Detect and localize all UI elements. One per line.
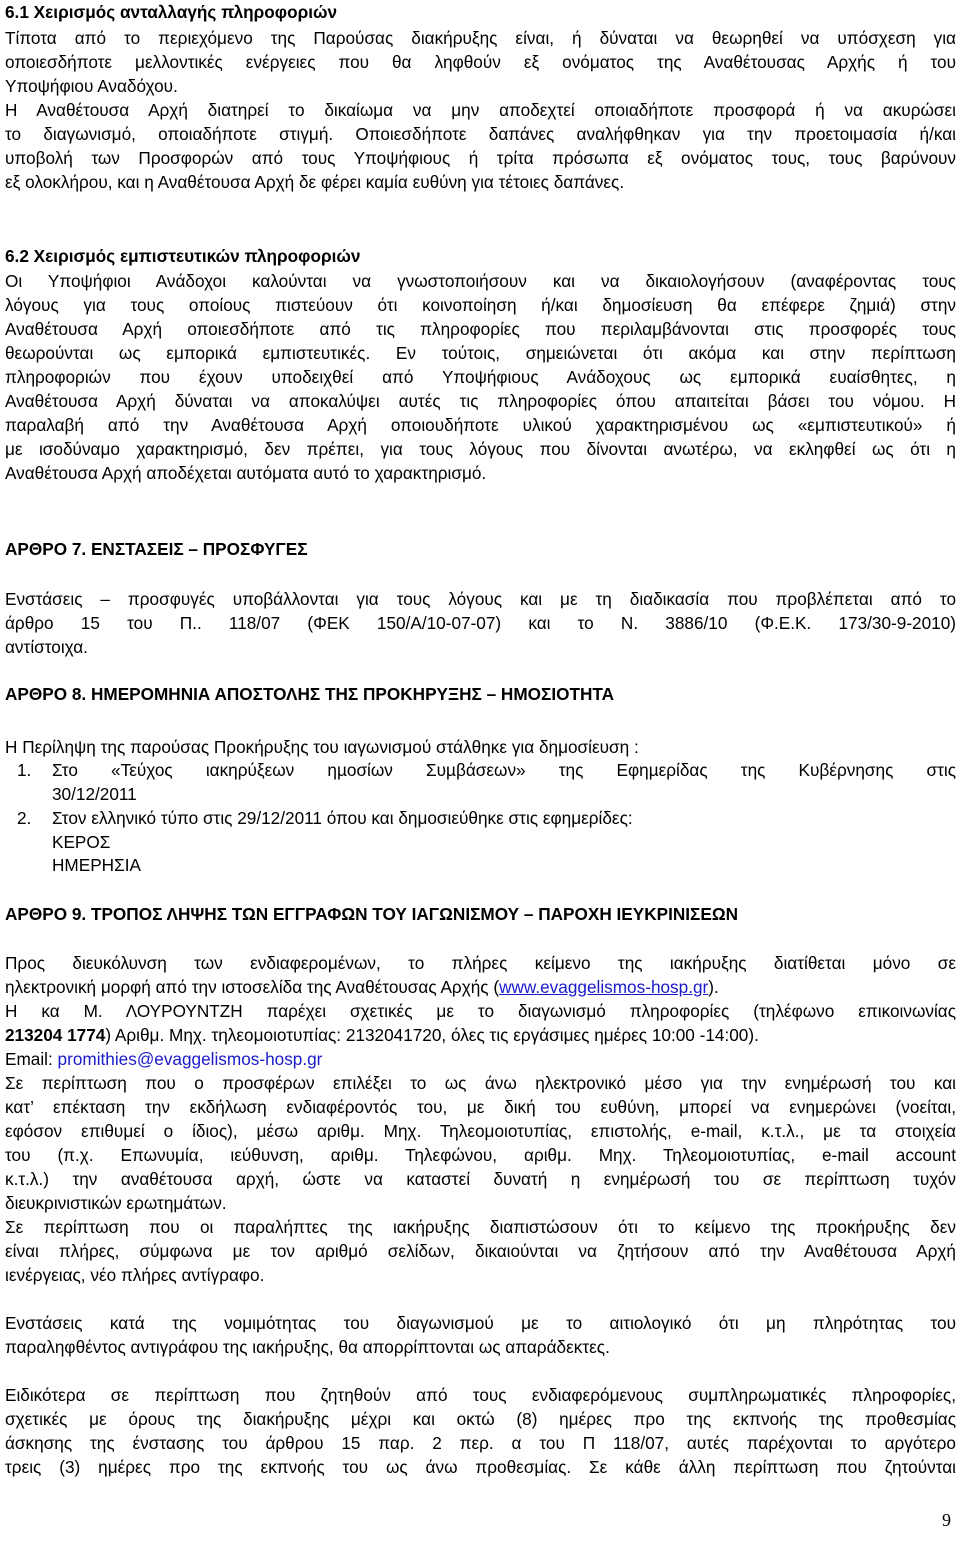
paragraph-line: κ.τ.λ.) την αναθέτουσα αρχή, ώστε να καταστεί δυνατή η ενημέρωσή του σε περίπτωση τυχόν xyxy=(5,1169,956,1189)
email-address[interactable]: promithies@evaggelismos-hosp.gr xyxy=(57,1049,323,1069)
paragraph-line: εφόσον επιθυμεί ο ίδιος), μέσω αριθμ. Μηχ. Τηλεομοιοτυπίας, επιστολής, e-mail, κ.τ.λ., με τα στοιχεία xyxy=(5,1121,956,1141)
paragraph-line: ιενέργειας, νέο πλήρες αντίγραφο. xyxy=(5,1265,265,1285)
article-7-heading: ΑΡΘΡΟ 7. ΕΝΣΤΑΣΕΙΣ – ΠΡΟΣΦΥΓΕΣ xyxy=(5,539,308,559)
paragraph-line: Οι Υποψήφιοι Ανάδοχοι καλούνται να γνωστοποιήσουν και να δικαιολογήσουν (αναφέροντας τους xyxy=(5,271,956,291)
website-link[interactable]: www.evaggelismos-hosp.gr xyxy=(499,977,709,997)
page-number: 9 xyxy=(942,1510,951,1530)
paragraph-line: λόγους για τους οποίους πιστεύουν ότι κοινοποίηση ή/και δημοσίευση θα επέφερε ζημιά) στην xyxy=(5,295,956,315)
list-item-line: Στον ελληνικό τύπο στις 29/12/2011 όπου και δημοσιεύθηκε στις εφημερίδες: xyxy=(52,808,633,828)
paragraph-line: Ενστάσεις – προσφυγές υποβάλλονται για τους λόγους και με τη διαδικασία που προβλέπεται από το xyxy=(5,589,956,609)
list-item-line: ΗΜΕΡΗΣΙΑ xyxy=(52,855,141,875)
list-number: 2. xyxy=(17,808,32,828)
paragraph-line: Σε περίπτωση που οι παραλήπτες της ιακήρυξης διαπιστώσουν ότι το κείμενο της προκήρυξης δεν xyxy=(5,1217,956,1237)
list-number: 1. xyxy=(17,760,32,780)
paragraph-line: Η Περίληψη της παρούσας Προκήρυξης του ιαγωνισμού στάλθηκε για δημοσίευση : xyxy=(5,737,639,757)
paragraph-line: Αναθέτουσα Αρχή αποδέχεται αυτόματα αυτό το χαρακτηρισμό. xyxy=(5,463,487,483)
paragraph-line: Τίποτα από το περιεχόμενο της Παρούσας διακήρυξης είναι, ή δύναται να θεωρηθεί να υπόσχεση για xyxy=(5,28,956,48)
email-line: Email: promithies@evaggelismos-hosp.gr xyxy=(5,1049,323,1069)
paragraph-line: παραλαβή από την Αναθέτουσα Αρχή οποιουδήποτε υλικού χαρακτηρισμένου ως «εμπιστευτικού» ή xyxy=(5,415,956,435)
paragraph-line: υποβολή των Προσφορών από τους Υποψήφιους ή τρίτα πρόσωπα εξ ονόματος τους, τους βαρύνουν xyxy=(5,148,956,168)
paragraph-line: εξ ολοκλήρου, και η Αναθέτουσα Αρχή δε φέρει καμία ευθύνη για τέτοιες δαπάνες. xyxy=(5,172,625,192)
paragraph-line: ηλεκτρονική μορφή από την ιστοσελίδα της Αναθέτουσας Αρχής (www.evaggelismos-hosp.gr). xyxy=(5,977,719,997)
paragraph-line: θεωρούνται ως εμπορικά εμπιστευτικές. Εν τούτοις, σημειώνεται ότι ακόμα και στην περίπτωση xyxy=(5,343,956,363)
paragraph-line: του (π.χ. Επωνυμία, ιεύθυνση, αριθμ. Τηλεφώνου, αριθμ. Μηχ. Τηλεομοιοτυπίας, e-mail account xyxy=(5,1145,956,1165)
article-8-heading: ΑΡΘΡΟ 8. ΗΜΕΡΟΜΗΝΙΑ ΑΠΟΣΤΟΛΗΣ ΤΗΣ ΠΡΟΚΗΡΥΞΗΣ – ΗΜΟΣΙΟΤΗΤΑ xyxy=(5,684,615,704)
paragraph-line: Αναθέτουσα Αρχή δύναται να αποκαλύψει αυτές τις πληροφορίες όπου απαιτείται βάσει του νόμου. Η xyxy=(5,391,956,411)
paragraph-line: Σε περίπτωση που ο προσφέρων επιλέξει το ως άνω ηλεκτρονικό μέσο για την ενημέρωσή του και xyxy=(5,1073,956,1093)
paragraph-line: Προς διευκόλυνση των ενδιαφερομένων, το πλήρες κείμενο της ιακήρυξης διατίθεται μόνο σε xyxy=(5,953,956,973)
paragraph-line: κατ’ επέκταση την εκδήλωση ενδιαφέροντός του, με δική του ευθύνη, μπορεί να ενημερώνει (νοείται, xyxy=(5,1097,956,1117)
paragraph-line: αντίστοιχα. xyxy=(5,637,88,657)
paragraph-line: Η κα Μ. ΛΟΥΡΟΥΝΤΖΗ παρέχει σχετικές με το διαγωνισμό πληροφορίες (τηλέφωνο επικοινωνίας xyxy=(5,1001,956,1021)
paragraph-line: Ενστάσεις κατά της νομιμότητας του διαγωνισμού με το αιτιολογικό ότι μη πληρότητας του xyxy=(5,1313,956,1333)
paragraph-line: 213204 1774) Αριθμ. Μηχ. τηλεομοιοτυπίας: 2132041720, όλες τις εργάσιμες ημέρες 10:00 -14:00). xyxy=(5,1025,759,1045)
paragraph-line: Η Αναθέτουσα Αρχή διατηρεί το δικαίωμα να μην αποδεχτεί οποιαδήποτε προσφορά ή να ακυρώσει xyxy=(5,100,956,120)
paragraph-line: παραληφθέντος αντιγράφου της ιακήρυξης, θα απορρίπτονται ως απαράδεκτες. xyxy=(5,1337,610,1357)
list-item-line: ΚΕΡΟΣ xyxy=(52,832,111,852)
paragraph-line: σχετικές με όρους της διακήρυξης μέχρι και οκτώ (8) ημέρες προ της εκπνοής της προθεσμίας xyxy=(5,1409,956,1429)
paragraph-line: άρθρο 15 του Π.. 118/07 (ΦΕΚ 150/Α/10-07-07) και το Ν. 3886/10 (Φ.Ε.Κ. 173/30-9-2010) xyxy=(5,613,956,633)
paragraph-line: το διαγωνισμό, οποιαδήποτε στιγμή. Οποιεσδήποτε δαπάνες αναλήφθηκαν για την προετοιμασία ή/και xyxy=(5,124,956,144)
paragraph-line: άσκησης της ένστασης του άρθρου 15 παρ. 2 περ. α του Π 118/07, αυτές παρέχονται το αργότερο xyxy=(5,1433,956,1453)
list-item-line: 30/12/2011 xyxy=(52,784,137,804)
paragraph-line: οποιεσδήποτε μελλοντικές ενέργειες που θα ληφθούν εξ ονόματος της Αναθέτουσας Αρχής ή του xyxy=(5,52,956,72)
paragraph-line: Αναθέτουσα Αρχή οποιεσδήποτε από τις πληροφορίες που περιλαμβάνονται στις προσφορές τους xyxy=(5,319,956,339)
paragraph-line: διευκρινιστικών ερωτημάτων. xyxy=(5,1193,227,1213)
paragraph-line: πληροφοριών που έχουν υποδειχθεί από Υποψήφιους Ανάδοχους ως εμπορικά ευαίσθητες, η xyxy=(5,367,956,387)
paragraph-line: Υποψήφιου Αναδόχου. xyxy=(5,76,178,96)
paragraph-line: είναι πλήρες, σύμφωνα με τον αριθμό σελίδων, δικαιούνται να ζητήσουν από την Αναθέτουσα Αρχή xyxy=(5,1241,956,1261)
list-item-line: Στο «Τεύχος ιακηρύξεων ηµοσίων Συµβάσεων» της Εφηµερίδας της Κυβέρνησης στις xyxy=(52,760,956,780)
article-9-heading: ΑΡΘΡΟ 9. ΤΡΟΠΟΣ ΛΗΨΗΣ ΤΩΝ ΕΓΓΡΑΦΩΝ ΤΟΥ ΙΑΓΩΝΙΣΜΟΥ – ΠΑΡΟΧΗ ΙΕΥΚΡΙΝΙΣΕΩΝ xyxy=(5,904,739,924)
paragraph-line: τρεις (3) ημέρες προ της εκπνοής του ως άνω προθεσμίας. Σε κάθε άλλη περίπτωση που ζητούνται xyxy=(5,1457,956,1477)
phone-number: 213204 1774 xyxy=(5,1025,106,1045)
section-6-1-heading: 6.1 Χειρισμός ανταλλαγής πληροφοριών xyxy=(5,2,338,22)
paragraph-line: Ειδικότερα σε περίπτωση που ζητηθούν από τους ενδιαφερόμενους συμπληρωματικές πληροφορίες, xyxy=(5,1385,956,1405)
paragraph-line: με ισοδύναμο χαρακτηρισμό, δεν πρέπει, για τους λόγους που δίνονται ανωτέρω, να εκληφθεί ως ότι η xyxy=(5,439,956,459)
section-6-2-heading: 6.2 Χειρισμός εμπιστευτικών πληροφοριών xyxy=(5,246,361,266)
